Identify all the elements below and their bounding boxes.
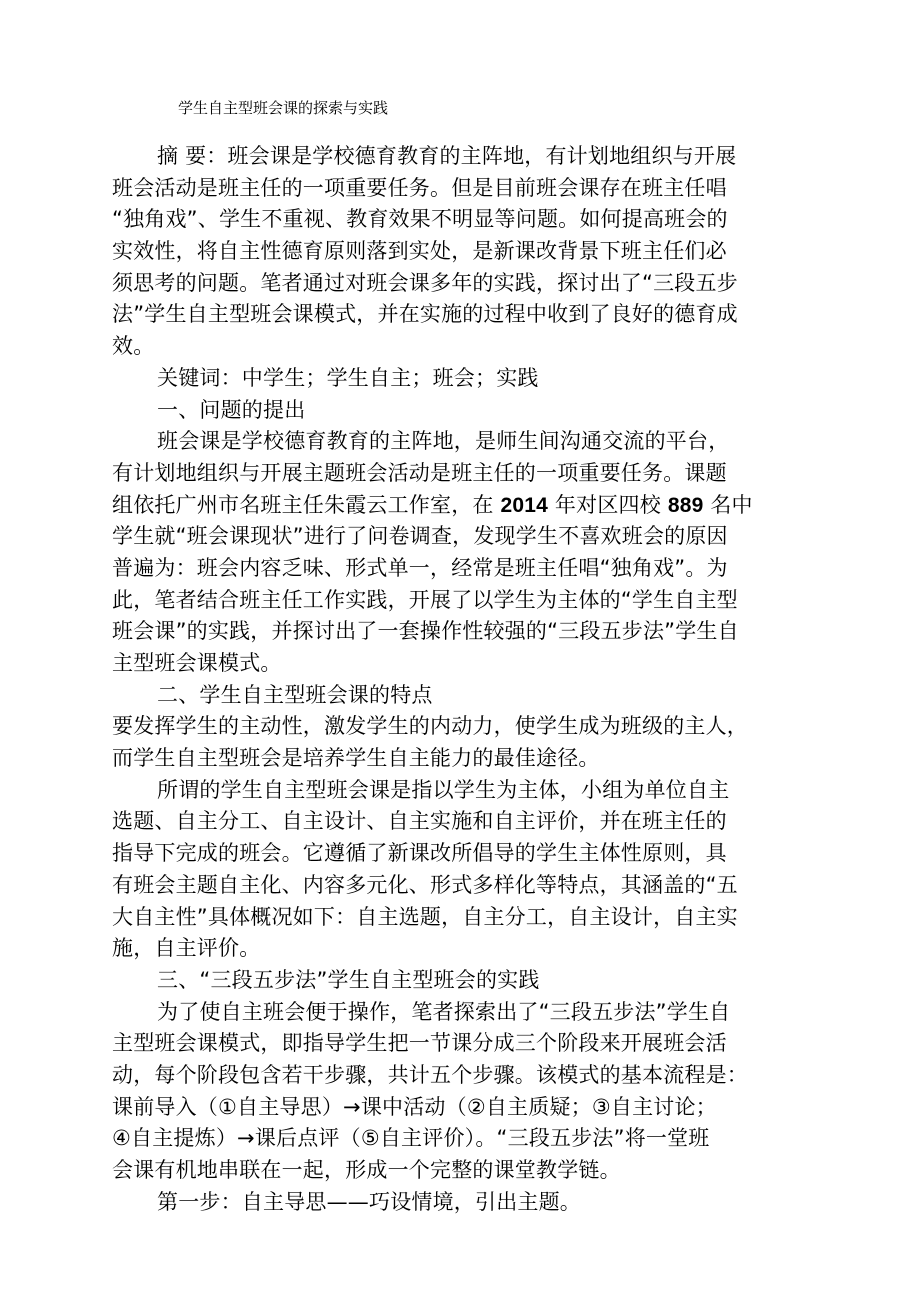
paragraph-line: 班会课”的实践，并探讨出了一套操作性较强的“三段五步法”学生自 bbox=[112, 619, 739, 644]
abstract-line-5: 须思考的问题。笔者通过对班会课多年的实践，探讨出了“三段五步 bbox=[112, 270, 738, 295]
text-segment: 组依托广州市名班主任朱霞云工作室，在 bbox=[112, 492, 494, 517]
paragraph-line: 施，自主评价。 bbox=[112, 936, 261, 961]
section-heading-2: 二、学生自主型班会课的特点 bbox=[157, 682, 433, 707]
abstract-line-4: 实效性，将自主性德育原则落到实处，是新课改背景下班主任们必 bbox=[112, 239, 727, 264]
year-number: 2014 bbox=[500, 493, 549, 517]
paragraph-line: 有计划地组织与开展主题班会活动是班主任的一项重要任务。课题 bbox=[112, 460, 727, 485]
abstract-line-7: 效。 bbox=[112, 334, 155, 359]
paragraph-line: ④自主提炼）→课后点评（⑤自主评价）。“三段五步法”将一堂班 bbox=[112, 1126, 710, 1151]
text-segment: 年对区四校 bbox=[554, 492, 661, 517]
abstract-line-1: 摘 要：班会课是学校德育教育的主阵地，有计划地组织与开展 bbox=[157, 144, 737, 168]
paragraph-line: 大自主性”具体概况如下：自主选题，自主分工，自主设计，自主实 bbox=[112, 904, 738, 929]
section-heading-3: 三、“三段五步法”学生自主型班会的实践 bbox=[157, 967, 540, 992]
paragraph-line: 主型班会课模式。 bbox=[112, 651, 282, 675]
paragraph-line: 而学生自主型班会是培养学生自主能力的最佳途径。 bbox=[112, 746, 600, 771]
text-segment: 名中 bbox=[710, 492, 753, 517]
paragraph-line: 选题、自主分工、自主设计、自主实施和自主评价，并在班主任的 bbox=[112, 809, 727, 834]
step-heading-1: 第一步：自主导思——巧设情境，引出主题。 bbox=[157, 1189, 581, 1214]
paragraph-line: 为了使自主班会便于操作，笔者探索出了“三段五步法”学生自 bbox=[157, 999, 731, 1024]
paragraph-line: 主型班会课模式，即指导学生把一节课分成三个阶段来开展班会活 bbox=[112, 1031, 727, 1056]
paragraph-line: 要发挥学生的主动性，激发学生的内动力，使学生成为班级的主人， bbox=[112, 714, 748, 739]
abstract-line-6: 法”学生自主型班会课模式，并在实施的过程中收到了良好的德育成 bbox=[112, 302, 738, 327]
paragraph-line-with-numbers bbox=[112, 490, 802, 522]
paragraph-line: 所谓的学生自主型班会课是指以学生为主体，小组为单位自主 bbox=[157, 777, 730, 802]
paragraph-line: 班会课是学校德育教育的主阵地，是师生间沟通交流的平台， bbox=[157, 429, 730, 454]
document-body bbox=[112, 141, 802, 1218]
abstract-line-3: “独角戏”、学生不重视、教育效果不明显等问题。如何提高班会的 bbox=[112, 207, 728, 232]
paragraph-line: 此，笔者结合班主任工作实践，开展了以学生为主体的“学生自主型 bbox=[112, 587, 738, 612]
paragraph-line: 会课有机地串联在一起，形成一个完整的课堂教学链。 bbox=[112, 1158, 621, 1182]
paragraph-line: 学生就“班会课现状”进行了问卷调查，发现学生不喜欢班会的原因 bbox=[112, 524, 728, 549]
section-heading-1: 一、问题的提出 bbox=[157, 397, 306, 422]
paragraph-line: 有班会主题自主化、内容多元化、形式多样化等特点，其涵盖的“五 bbox=[112, 872, 738, 897]
student-count-number: 889 bbox=[667, 493, 704, 517]
paragraph-line: 普遍为：班会内容乏味、形式单一，经常是班主任唱“独角戏”。为 bbox=[112, 555, 728, 580]
document-title: 学生自主型班会课的探索与实践 bbox=[178, 99, 389, 117]
paragraph-line: 动，每个阶段包含若干步骤，共计五个步骤。该模式的基本流程是： bbox=[112, 1062, 748, 1087]
paragraph-line: 指导下完成的班会。它遵循了新课改所倡导的学生主体性原则，具 bbox=[112, 841, 727, 866]
paragraph-line: 课前导入（①自主导思）→课中活动（②自主质疑；③自主讨论； bbox=[112, 1094, 717, 1119]
keywords-line: 关键词：中学生；学生自主；班会；实践 bbox=[157, 365, 539, 390]
abstract-line-2: 班会活动是班主任的一项重要任务。但是目前班会课存在班主任唱 bbox=[112, 175, 727, 200]
